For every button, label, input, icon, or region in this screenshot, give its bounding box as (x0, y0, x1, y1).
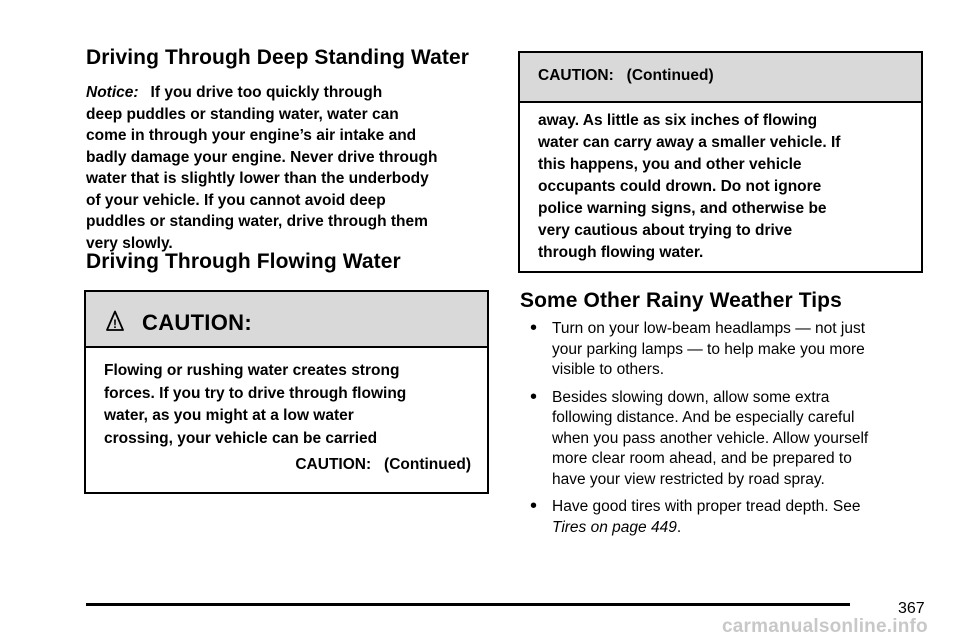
caution-continued-line: water can carry away a smaller vehicle. If (538, 134, 841, 151)
caution-continued-line: very cautious about trying to drive (538, 222, 793, 239)
tip-line: have your view restricted by road spray. (552, 470, 825, 488)
caution-continued-body (538, 110, 918, 264)
tip-line: visible to others. (552, 361, 664, 378)
footer-rule (86, 603, 850, 606)
tips-list (520, 319, 930, 545)
caution-continued-line: this happens, you and other vehicle (538, 156, 802, 173)
page-number: 367 (898, 600, 925, 617)
tip-line: your parking lamps — to help make you more (552, 340, 865, 358)
tires-page-link[interactable]: Tires on page 449 (552, 518, 677, 536)
tip-suffix: . (676, 518, 682, 536)
svg-text:!: ! (113, 317, 117, 331)
tip-item (520, 388, 930, 491)
caution-line: water, as you might at a low water (104, 407, 354, 424)
caution-title: CAUTION: (142, 310, 252, 335)
caution-continued-line: police warning signs, and otherwise be (538, 200, 827, 217)
heading-flowing-water: Driving Through Flowing Water (86, 250, 401, 273)
caution-continued-line: through flowing water. (538, 244, 704, 261)
notice-line: of your vehicle. If you cannot avoid deep (86, 191, 386, 209)
heading-rainy-weather-tips: Some Other Rainy Weather Tips (520, 289, 842, 312)
watermark: carmanualsonline.info (722, 616, 928, 637)
notice-line: If you drive too quickly through (150, 84, 383, 101)
caution-continued-label: CAUTION: (Continued) (295, 456, 471, 473)
warning-icon (106, 310, 124, 332)
notice-line: deep puddles or standing water, water can (86, 105, 399, 123)
heading-deep-standing-water: Driving Through Deep Standing Water (86, 46, 470, 69)
notice-line: come in through your engine’s air intake and (86, 127, 417, 144)
caution-continued-line: away. As little as six inches of flowing (538, 112, 818, 129)
caution-line: crossing, your vehicle can be carried (104, 429, 378, 447)
caution-line: Flowing or rushing water creates strong (104, 362, 400, 379)
caution-continued-line: occupants could drown. Do not ignore (538, 178, 822, 195)
caution-continued-header (520, 53, 921, 103)
caution-header (86, 292, 487, 348)
tip-item (520, 497, 930, 538)
notice-line: puddles or standing water, drive through them (86, 213, 428, 230)
tip-line: • Have good tires with proper tread depth. See (552, 498, 861, 515)
notice-line: badly damage your engine. Never drive through (86, 148, 438, 166)
tip-line: following distance. And be especially careful (552, 409, 855, 426)
tip-line: more clear room ahead, and be prepared to (552, 450, 852, 467)
tip-line: • Turn on your low-beam headlamps — not just (552, 320, 866, 337)
caution-body (104, 360, 474, 450)
tip-line: when you pass another vehicle. Allow yourself (552, 429, 869, 447)
tip-line: • Besides slowing down, allow some extra (552, 388, 830, 406)
caution-continued-title: CAUTION: (Continued) (538, 67, 714, 84)
caution-box (84, 290, 489, 494)
notice-line: very slowly. (86, 234, 173, 252)
notice-paragraph (86, 82, 496, 254)
notice-line: water that is slightly lower than the underbody (86, 170, 429, 187)
caution-continued-box (518, 51, 923, 273)
tip-item (520, 319, 930, 381)
notice-label: Notice: (86, 84, 139, 101)
caution-line: forces. If you try to drive through flowing (104, 384, 407, 402)
